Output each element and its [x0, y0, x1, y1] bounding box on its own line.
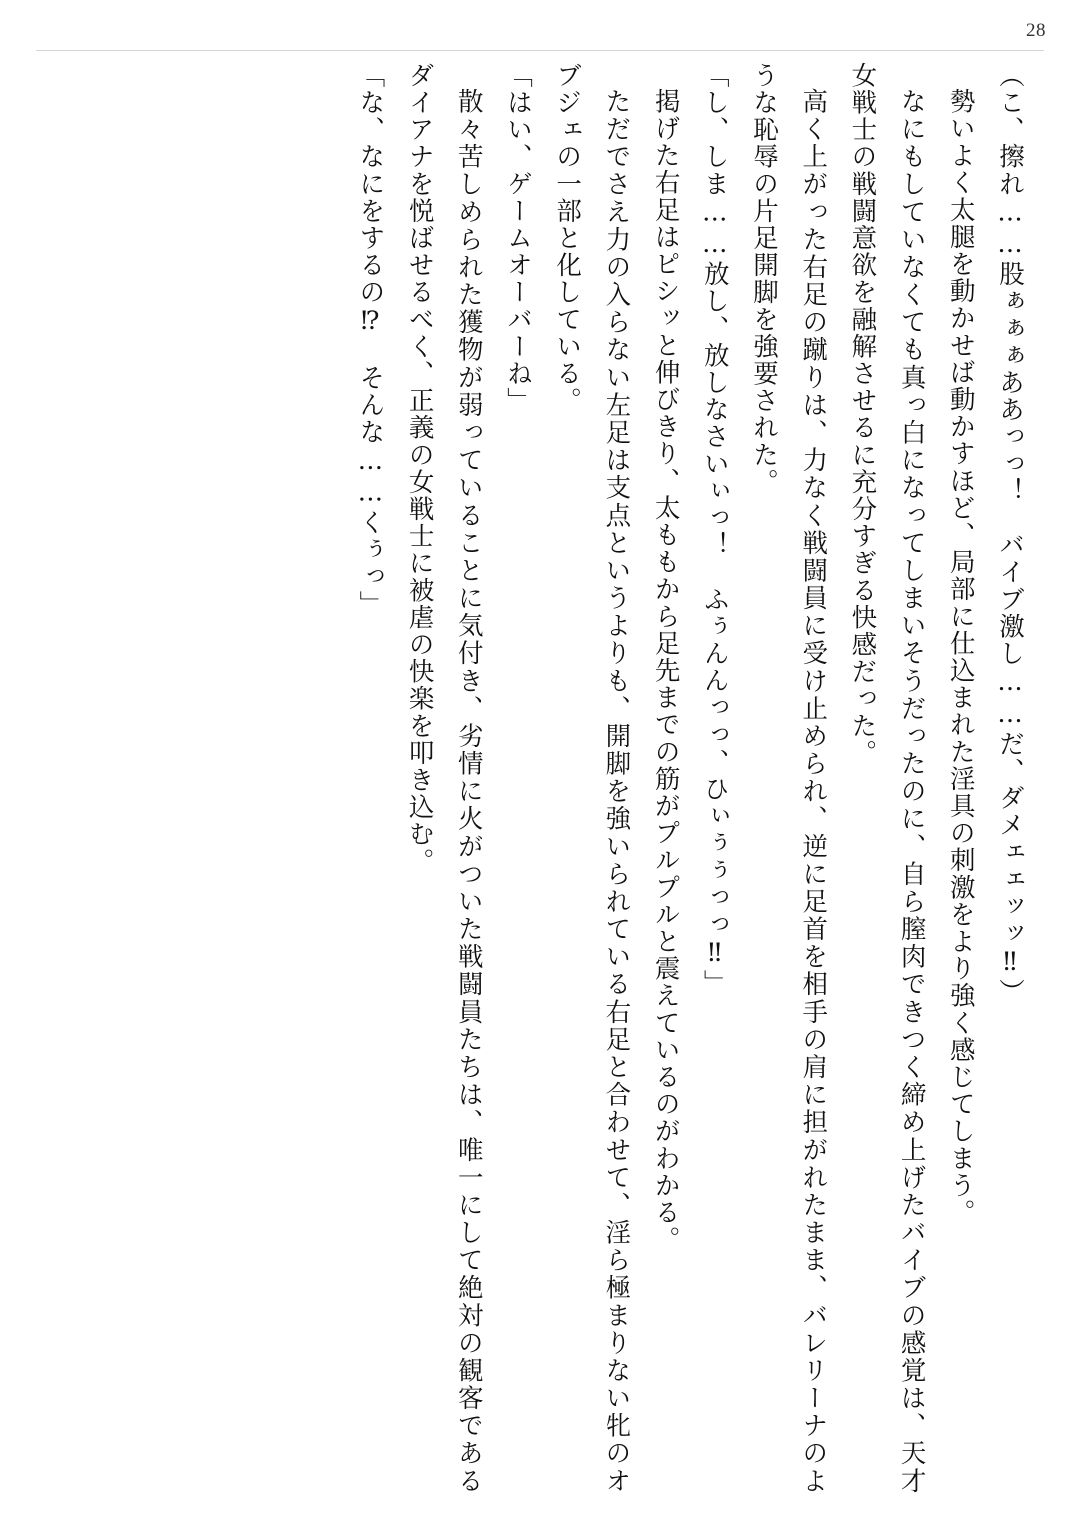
paragraph: ただでさえ力の入らない左足は支点というよりも、開脚を強いられている右足と合わせて、淫ら極まりない牝のオブジェの一部と化している。: [552, 62, 632, 1494]
paragraph: 高く上がった右足の蹴りは、力なく戦闘員に受け止められ、逆に足首を相手の肩に担がれたまま、バレリーナのような恥辱の片足開脚を強要された。: [748, 62, 829, 1494]
paragraph: 掲げた右足はピシッと伸びきり、太ももから足先までの筋がプルプルと震えているのがわかる。: [650, 87, 681, 1253]
paragraph: 散々苦しめられた獲物が弱っていることに気付き、劣情に火がついた戦闘員たちは、唯一にして絶対の観客であるダイアナを悦ばせるべく、正義の女戦士に被虐の快楽を叩き込む。: [404, 62, 484, 1494]
header-divider: [36, 50, 1044, 51]
paragraph: 勢いよく太腿を動かせば動かすほど、局部に仕込まれた淫具の刺激をより強く感じてしまう。: [945, 87, 976, 1226]
body-text: [46, 62, 1034, 1494]
paragraph: 「な、なにをするの⁉ そんな……くぅっ」: [355, 62, 386, 618]
paragraph: （こ、擦れ……股ぁぁぁああっっ！ バイブ激し……だ、ダメェェッッ‼）: [995, 62, 1025, 1006]
paragraph: 「はい、ゲームオーバーね」: [502, 62, 533, 415]
paragraph: なにもしていなくても真っ白になってしまいそうだったのに、自ら膣肉できつく締め上げたバイブの感覚は、天才女戦士の戦闘意欲を融解させるに充分すぎる快感だった。: [847, 62, 927, 1494]
page-number: 28: [1026, 20, 1046, 41]
paragraph: 「し、しま……放し、放しなさいぃっ！ ふぅんんっっ、ひぃぅぅっっ‼」: [699, 62, 730, 997]
